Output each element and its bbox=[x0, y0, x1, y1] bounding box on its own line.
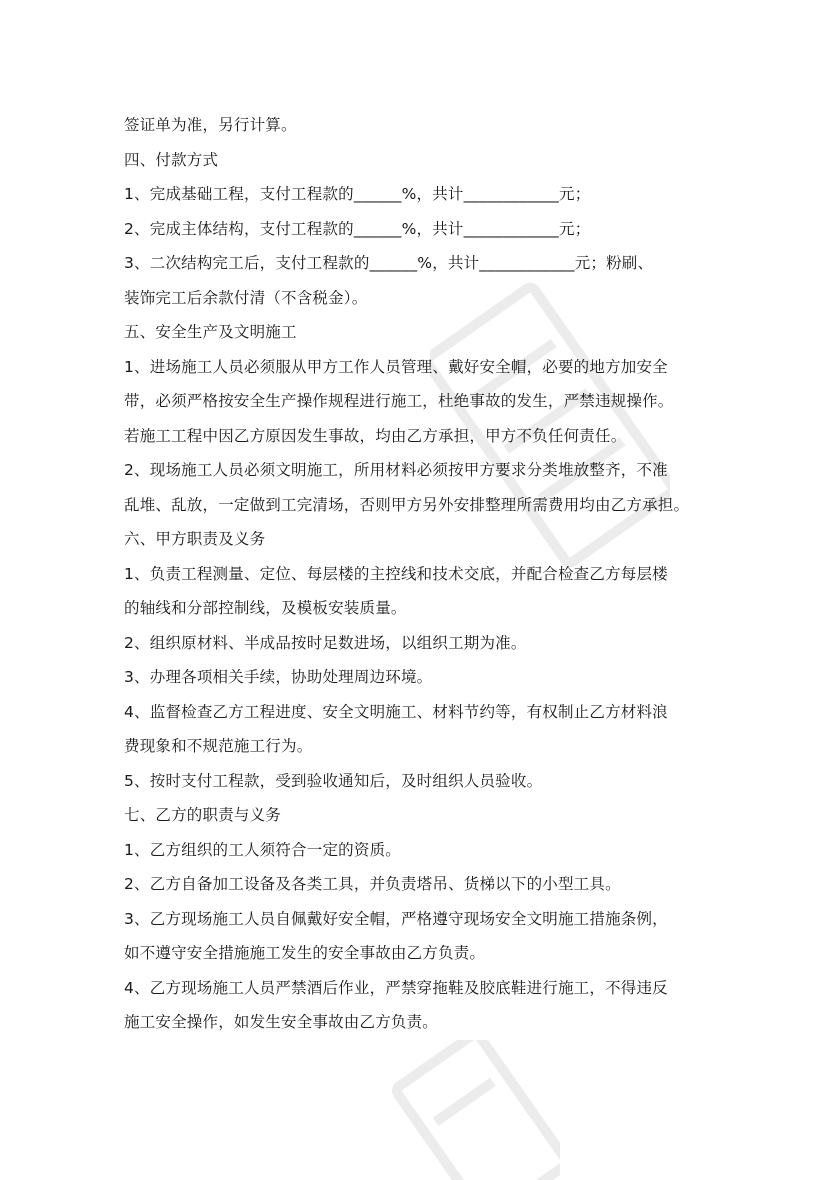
text-line: 4、监督检查乙方工程进度、安全文明施工、材料节约等，有权制止乙方材料浪 bbox=[124, 702, 668, 721]
text-line: 2、现场施工人员必须文明施工，所用材料必须按甲方要求分类堆放整齐，不准 bbox=[124, 461, 668, 479]
text-line: 若施工工程中因乙方原因发生事故，均由乙方承担，甲方不负任何责任。 bbox=[124, 426, 627, 445]
text-line: 3、办理各项相关手续，协助处理周边环境。 bbox=[124, 668, 433, 686]
text-line: 的轴线和分部控制线，及模板安装质量。 bbox=[124, 599, 407, 617]
section-heading-payment: 四、付款方式 bbox=[124, 150, 219, 169]
text-line: 2、乙方自备加工设备及各类工具，并负责塔吊、货梯以下的小型工具。 bbox=[124, 875, 621, 893]
watermark-logo-bottom bbox=[380, 1040, 560, 1180]
text-line: 带，必须严格按安全生产操作规程进行施工，杜绝事故的发生，严禁违规操作。 bbox=[124, 392, 674, 410]
text-line: 1、负责工程测量、定位、每层楼的主控线和技术交底，并配合检查乙方每层楼 bbox=[124, 564, 668, 583]
text-line: 费现象和不规范施工行为。 bbox=[124, 737, 313, 755]
section-heading-party-b: 七、乙方的职责与义务 bbox=[124, 806, 282, 824]
text-line: 施工安全操作，如发生安全事故由乙方负责。 bbox=[124, 1013, 439, 1031]
text-line: 装饰完工后余款付清（不含税金）。 bbox=[124, 288, 368, 307]
text-line: 乱堆、乱放，一定做到工完清场，否则甲方另外安排整理所需费用均由乙方承担。 bbox=[124, 495, 690, 514]
text-line: 2、完成主体结构，支付工程款的______%，共计____________元； bbox=[124, 219, 591, 238]
text-line: 1、乙方组织的工人须符合一定的资质。 bbox=[124, 840, 401, 859]
section-heading-safety: 五、安全生产及文明施工 bbox=[124, 323, 297, 341]
text-line: 1、完成基础工程，支付工程款的______%，共计____________元； bbox=[124, 185, 591, 203]
text-line: 3、乙方现场施工人员自佩戴好安全帽，严格遵守现场安全文明施工措施条例， bbox=[124, 909, 668, 928]
text-line: 如不遵守安全措施施工发生的安全事故由乙方负责。 bbox=[124, 944, 486, 962]
section-heading-party-a: 六、甲方职责及义务 bbox=[124, 530, 266, 548]
text-line: 2、组织原材料、半成品按时足数进场，以组织工期为准。 bbox=[124, 633, 527, 652]
text-line: 3、二次结构完工后，支付工程款的______%，共计____________元；粉刷、 bbox=[124, 254, 654, 272]
text-line: 签证单为准，另行计算。 bbox=[124, 116, 297, 134]
text-line: 1、进场施工人员必须服从甲方工作人员管理、戴好安全帽，必要的地方加安全 bbox=[124, 357, 668, 376]
text-line: 4、乙方现场施工人员严禁酒后作业，严禁穿拖鞋及胶底鞋进行施工，不得违反 bbox=[124, 978, 668, 997]
text-line: 5、按时支付工程款，受到验收通知后，及时组织人员验收。 bbox=[124, 771, 543, 790]
document-body bbox=[124, 108, 714, 1040]
